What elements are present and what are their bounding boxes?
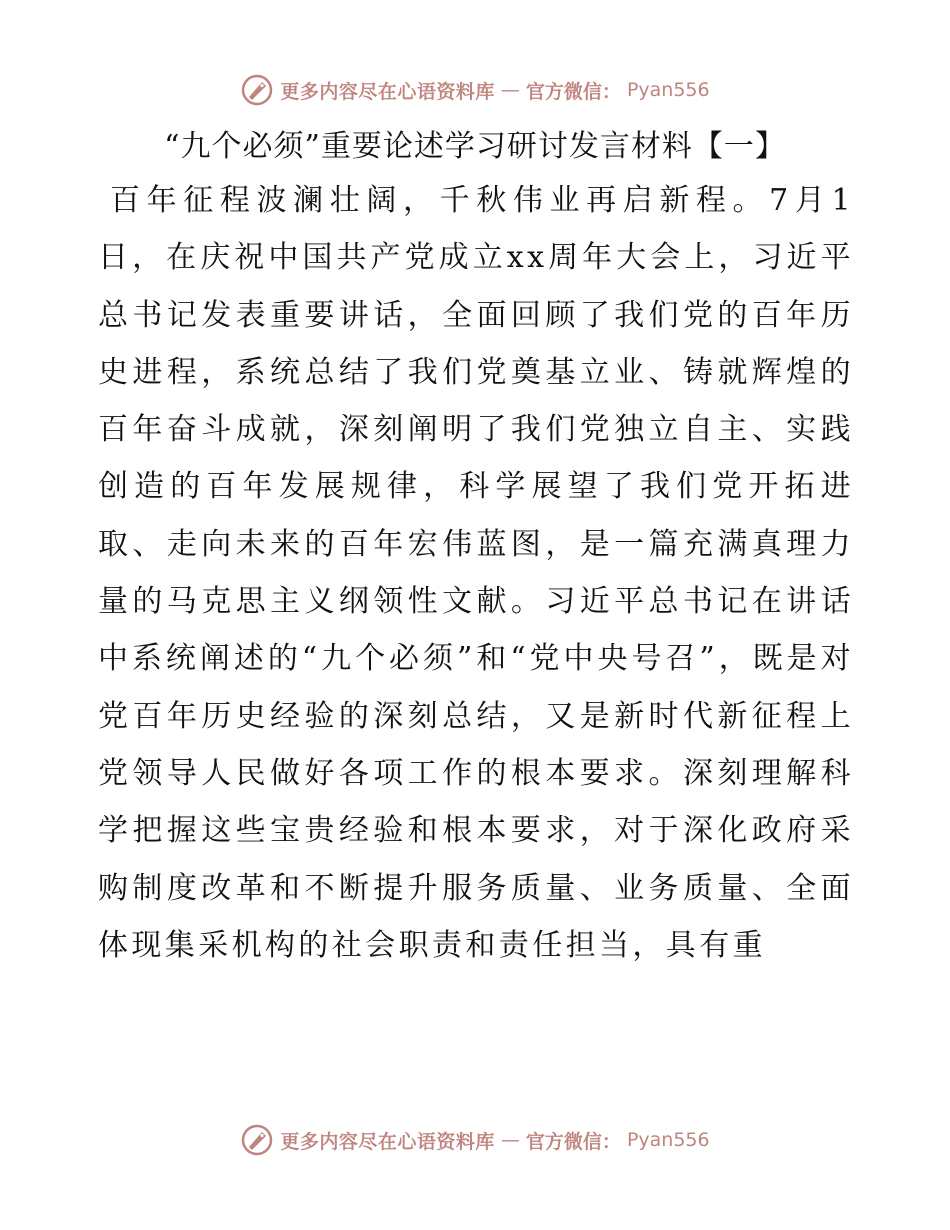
watermark-separator: —	[500, 79, 520, 101]
header-watermark	[0, 70, 950, 110]
watermark-wechat-id: Pyan556	[626, 79, 710, 101]
watermark-wechat-label: 官方微信：	[525, 1130, 621, 1153]
document-paragraph: 百年征程波澜壮阔，千秋伟业再启新程。7月1日，在庆祝中国共产党成立xx周年大会上，习近平总书记发表重要讲话，全面回顾了我们党的百年历史进程，系统总结了我们党奠基立业、铸就辉煌的百年奋斗成就，深刻阐明了我们党独立自主、实践创造的百年发展规律，科学展望了我们党开拓进取、走向未来的百年宏伟蓝图，是一篇充满真理力量的马克思主义纲领性文献。习近平总书记在讲话中系统阐述的“九个必须”和“党中央号召”，既是对党百年历史经验的深刻总结，又是新时代新征程上党领导人民做好各项工作的根本要求。深刻理解科学把握这些宝贵经验和根本要求，对于深化政府采购制度改革和不断提升服务质量、业务质量、全面体现集采机构的社会职责和责任担当，具有重	[98, 183, 854, 963]
watermark-text: 更多内容尽在心语资料库	[280, 80, 495, 103]
watermark-separator: —	[500, 1129, 520, 1151]
pen-nib-logo-icon	[240, 1123, 274, 1157]
pen-nib-logo-icon	[240, 73, 274, 107]
watermark-text: 更多内容尽在心语资料库	[280, 1130, 495, 1153]
footer-watermark	[0, 1120, 950, 1160]
watermark-wechat-id: Pyan556	[626, 1129, 710, 1151]
document-title: “九个必须”重要论述学习研讨发言材料【一】	[164, 129, 786, 164]
watermark-wechat-label: 官方微信：	[525, 80, 621, 103]
